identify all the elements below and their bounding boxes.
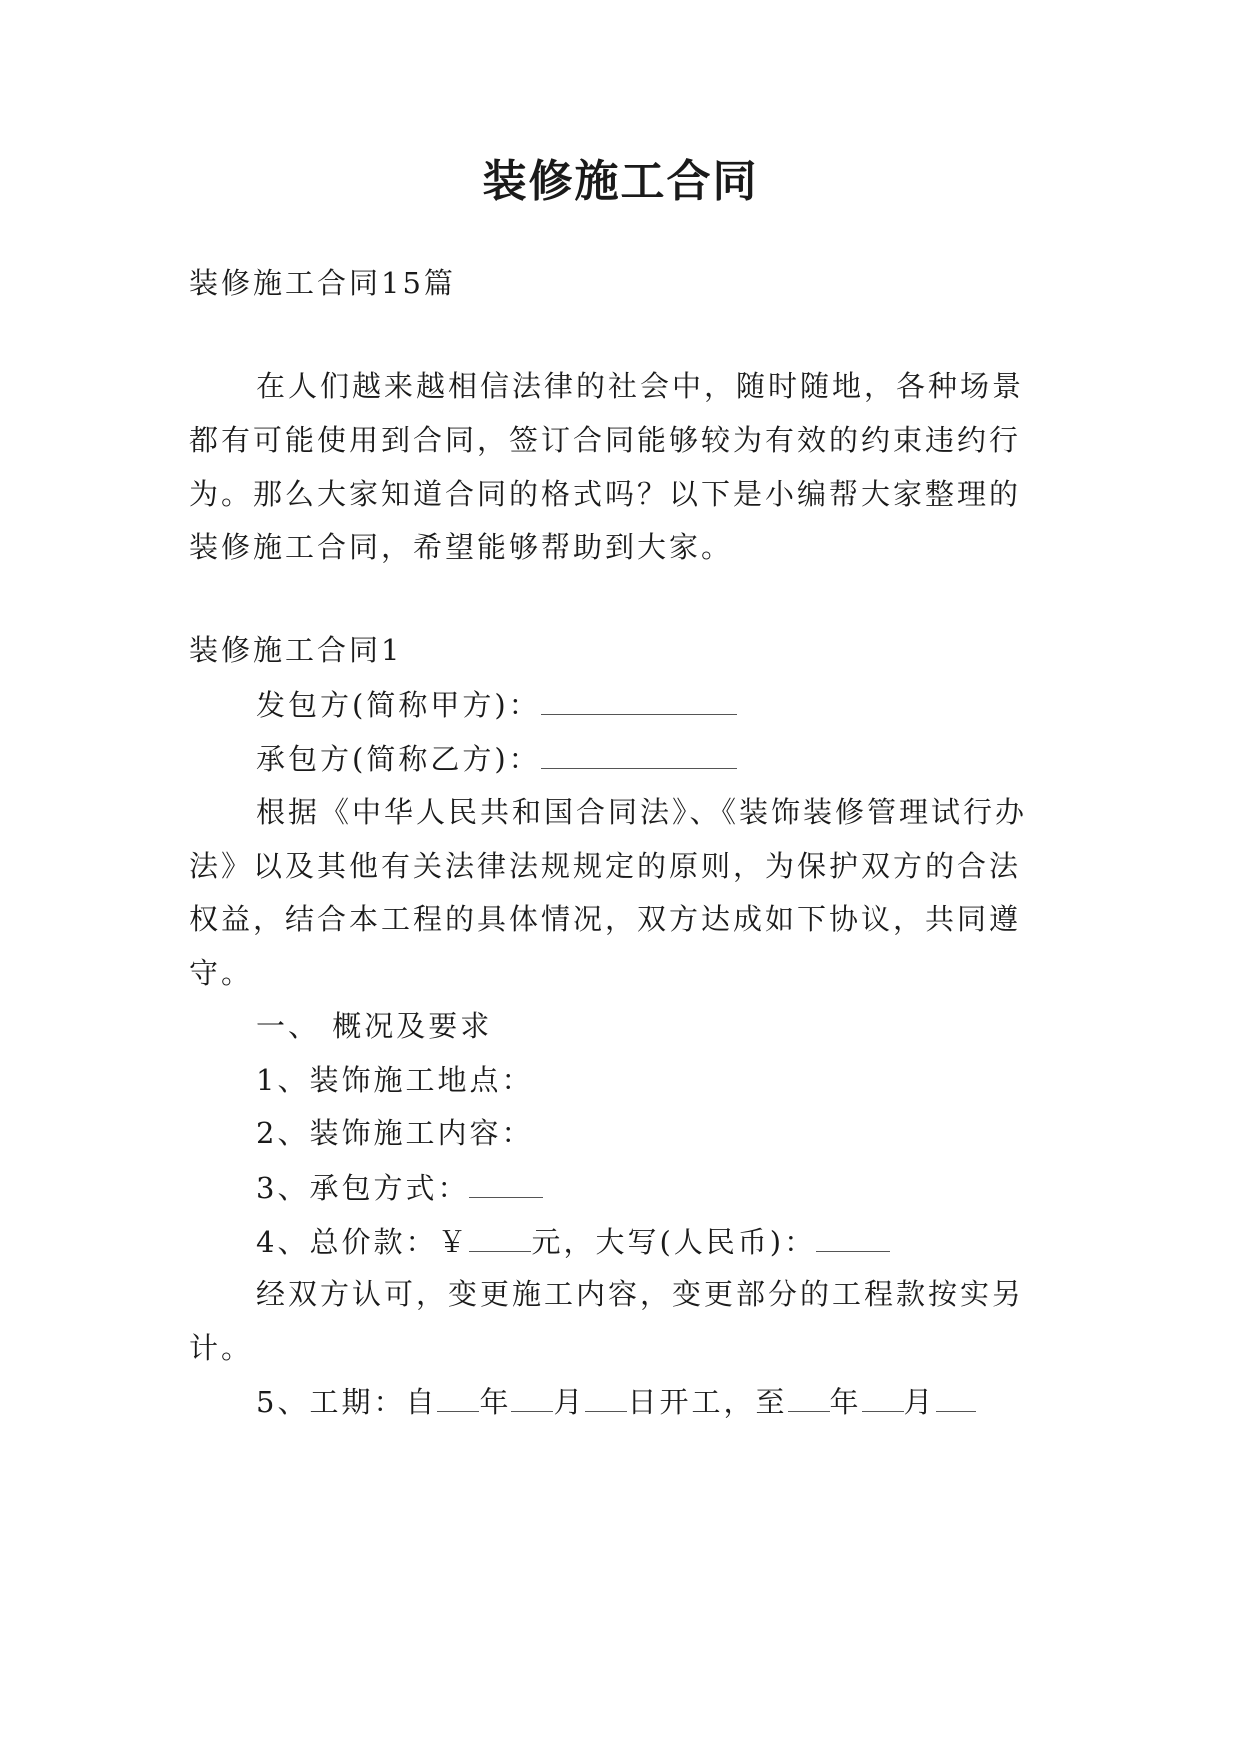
item-5-start-year-blank: [437, 1381, 479, 1412]
item-1: 1、装饰施工地点：: [256, 1063, 534, 1097]
item-3-blank: [469, 1167, 543, 1198]
party-a-label: 发包方(简称甲方)：: [256, 688, 541, 722]
party-a-line: [256, 684, 737, 725]
item-5-end-day-blank: [936, 1381, 976, 1412]
change-line-1: 经双方认可，变更施工内容，变更部分的工程款按实另: [256, 1277, 1025, 1311]
intro-line-2: 都有可能使用到合同，签订合同能够较为有效的约束违约行: [189, 423, 1022, 457]
party-b-blank: [541, 738, 737, 769]
item-3-line: [256, 1167, 543, 1208]
document-title: 装修施工合同: [482, 156, 759, 207]
item-5-year: 年: [479, 1385, 512, 1419]
item-3-label: 3、承包方式：: [256, 1171, 470, 1205]
party-b-label: 承包方(简称乙方)：: [256, 742, 541, 776]
basis-line-3: 权益，结合本工程的具体情况，双方达成如下协议，共同遵: [189, 902, 1022, 936]
item-5-month: 月: [553, 1385, 586, 1419]
item-5-year-2: 年: [829, 1385, 862, 1419]
item-4-capital-blank: [816, 1221, 890, 1252]
intro-line-4: 装修施工合同，希望能够帮助到大家。: [189, 530, 734, 564]
party-b-line: [256, 738, 737, 779]
item-4-label: 4、总价款：￥: [256, 1225, 470, 1259]
item-5-end-month-blank: [862, 1381, 904, 1412]
item-5-month-2: 月: [903, 1385, 936, 1419]
basis-line-4: 守。: [189, 956, 254, 990]
intro-line-1: 在人们越来越相信法律的社会中，随时随地，各种场景: [256, 369, 1025, 403]
party-a-blank: [541, 684, 737, 715]
item-5-start-month-blank: [511, 1381, 553, 1412]
basis-line-1: 根据《中华人民共和国合同法》、《装饰装修管理试行办: [256, 795, 1028, 829]
item-4-line: [256, 1221, 890, 1262]
item-5-prefix: 5、工期：自: [256, 1385, 438, 1419]
item-2: 2、装饰施工内容：: [256, 1116, 534, 1150]
chapter-one-heading: 一、 概况及要求: [256, 1009, 493, 1043]
item-4-label-2: 元，大写(人民币)：: [531, 1225, 817, 1259]
item-5-end-year-blank: [788, 1381, 830, 1412]
basis-line-2: 法》以及其他有关法律法规规定的原则，为保护双方的合法: [189, 849, 1022, 883]
item-5-line: [256, 1381, 976, 1422]
item-4-amount-blank: [469, 1221, 531, 1252]
item-5-start-day-blank: [585, 1381, 627, 1412]
change-line-2: 计。: [189, 1331, 254, 1365]
section-heading: 装修施工合同1: [189, 633, 403, 667]
intro-line-3: 为。那么大家知道合同的格式吗？以下是小编帮大家整理的: [189, 477, 1022, 511]
document-subtitle: 装修施工合同15篇: [189, 266, 456, 300]
item-5-start: 日开工，至: [627, 1385, 788, 1419]
